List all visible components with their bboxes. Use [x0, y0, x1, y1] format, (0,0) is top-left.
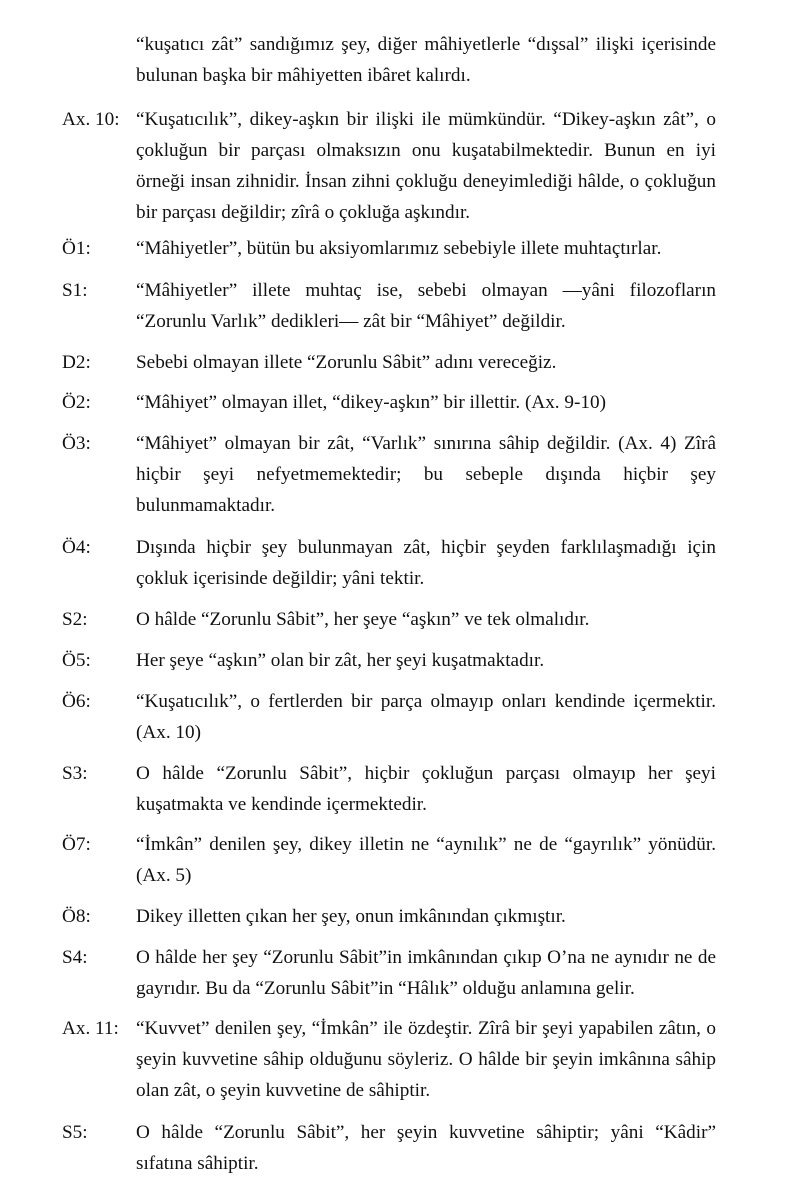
intro-paragraph: “kuşatıcı zât” sandığımız şey, diğer mâhiyetlerle “dışsal” ilişki içerisinde bulunan başka bir mâhiyetten ibâret kalırdı.	[136, 34, 716, 86]
entry-label: Ö3:	[62, 433, 91, 454]
entry-text: “Mâhiyet” olmayan bir zât, “Varlık” sınırına sâhip değildir. (Ax. 4) Zîrâ hiçbir şeyi nefyetmemektedir; bu sebeple dışında hiçbir şey bulunmamaktadır.	[136, 433, 716, 516]
entry-label: Ax. 10:	[62, 109, 120, 130]
entry-label: D2:	[62, 352, 91, 373]
entry-text: O hâlde “Zorunlu Sâbit”, her şeye “aşkın” ve tek olmalıdır.	[136, 609, 590, 630]
entry-label: Ö6:	[62, 691, 91, 712]
entry-text: “İmkân” denilen şey, dikey illetin ne “aynılık” ne de “gayrılık” yönüdür. (Ax. 5)	[136, 834, 716, 886]
entry-text: Her şeye “aşkın” olan bir zât, her şeyi kuşatmaktadır.	[136, 650, 545, 671]
entry-label: Ö1:	[62, 238, 91, 259]
entry-label: Ö5:	[62, 650, 91, 671]
entry-label: S4:	[62, 947, 88, 968]
entry-text: “Mâhiyetler” illete muhtaç ise, sebebi olmayan —yâni filozofların “Zorunlu Varlık” dedikleri— zât bir “Mâhiyet” değildir.	[136, 280, 716, 332]
entry-text: Dikey illetten çıkan her şey, onun imkânından çıkmıştır.	[136, 906, 566, 927]
entry-label: S5:	[62, 1122, 88, 1143]
entry-text: O hâlde her şey “Zorunlu Sâbit”in imkânından çıkıp O’na ne aynıdır ne de gayrıdır. Bu da “Zorunlu Sâbit”in “Hâlık” olduğu anlamına gelir.	[136, 947, 716, 999]
entry-text: Dışında hiçbir şey bulunmayan zât, hiçbir şeyden farklılaşmadığı için çokluk içerisinde değildir; yâni tektir.	[136, 537, 716, 589]
entry-label: Ax. 11:	[62, 1018, 119, 1039]
entry-label: Ö2:	[62, 392, 91, 413]
entry-label: Ö8:	[62, 906, 91, 927]
entry-text: “Kuvvet” denilen şey, “İmkân” ile özdeştir. Zîrâ bir şeyi yapabilen zâtın, o şeyin kuvvetine sâhip olduğunu söyleriz. O hâlde bir şeyin imkânına sâhip olan zât, o şeyin kuvvetine de sâhiptir.	[136, 1018, 716, 1101]
entry-text: “Kuşatıcılık”, dikey-aşkın bir ilişki ile mümkündür. “Dikey-aşkın zât”, o çokluğun bir parçası olmaksızın onu kuşatabilmektedir. Bunun en iyi örneği insan zihnidir. İnsan zihni çokluğu deneyimlediği hâlde, o çokluğun bir parçası değildir; zîrâ o çokluğa aşkındır.	[136, 109, 716, 223]
entry-label: Ö4:	[62, 537, 91, 558]
entry-text: “Kuşatıcılık”, o fertlerden bir parça olmayıp onları kendinde içermektir. (Ax. 10)	[136, 691, 716, 743]
entry-text: “Mâhiyet” olmayan illet, “dikey-aşkın” bir illettir. (Ax. 9-10)	[136, 392, 606, 413]
entry-text: O hâlde “Zorunlu Sâbit”, hiçbir çokluğun parçası olmayıp her şeyi kuşatmakta ve kendinde içermektedir.	[136, 763, 716, 815]
entry-label: S3:	[62, 763, 88, 784]
entry-text: O hâlde “Zorunlu Sâbit”, her şeyin kuvvetine sâhiptir; yâni “Kâdir” sıfatına sâhiptir.	[136, 1122, 716, 1174]
entry-label: Ö7:	[62, 834, 91, 855]
entry-text: Sebebi olmayan illete “Zorunlu Sâbit” adını vereceğiz.	[136, 352, 557, 373]
entry-label: S1:	[62, 280, 88, 301]
entry-label: S2:	[62, 609, 88, 630]
entry-text: “Mâhiyetler”, bütün bu aksiyomlarımız sebebiyle illete muhtaçtırlar.	[136, 238, 662, 259]
